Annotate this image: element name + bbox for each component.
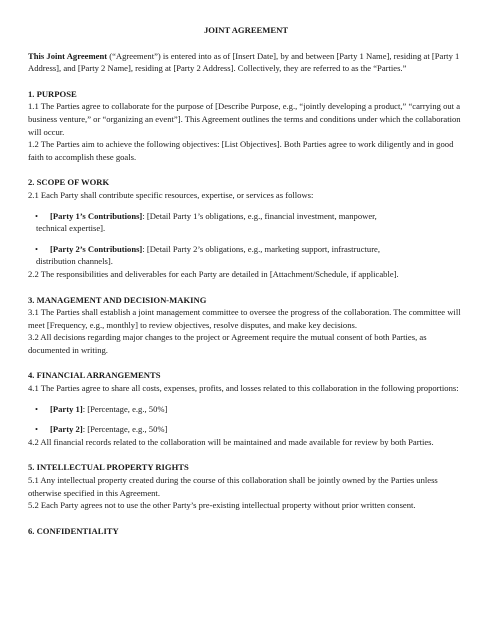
section-4-2: 4.2 All financial records related to the collaboration will be maintained and made available for review by both Parties.: [28, 436, 434, 447]
section-1-heading: 1. PURPOSE: [28, 88, 77, 99]
section-2-1: 2.1 Each Party shall contribute specific resources, expertise, or services as follows:: [28, 189, 314, 200]
section-4-1: 4.1 The Parties agree to share all costs, expenses, profits, and losses related to this collaboration in the following proportions:: [28, 383, 459, 394]
bullet-icon: •: [35, 210, 39, 221]
list-item: [28, 403, 464, 416]
section-1-2: 1.2 The Parties aim to achieve the following objectives: [List Objectives]. Both Parties agree to work diligently and in good faith to accomplish these goals.: [28, 139, 454, 162]
section-2-2: 2.2 The responsibilities and deliverables for each Party are detailed in [Attachment/Schedule, if applicable].: [28, 268, 399, 279]
bullet-label: [Party 2]: [50, 424, 83, 435]
intro-lead: This Joint Agreement: [28, 50, 108, 61]
bullet-label: [Party 1]: [50, 403, 83, 414]
list-item: [28, 210, 464, 235]
section-1-1: 1.1 The Parties agree to collaborate for the purpose of [Describe Purpose, e.g., “jointly developing a product,” “carrying out a business venture,” or “organizing an event”]. This Agreement outlines the terms and conditions under which the collaboration will occur.: [28, 101, 461, 137]
section-2-heading: 2. SCOPE OF WORK: [28, 177, 110, 188]
bullet-text: : [Percentage, e.g., 50%]: [82, 424, 168, 435]
section-5-heading: 5. INTELLECTUAL PROPERTY RIGHTS: [28, 462, 189, 473]
bullet-label: [Party 2’s Contributions]: [50, 243, 143, 254]
document-title: JOINT AGREEMENT: [203, 25, 289, 35]
list-item: [28, 423, 464, 436]
intro-paragraph: [28, 50, 464, 75]
intro-text: (“Agreement”) is entered into as of [Insert Date], by and between [Party 1 Name], residing at [Party 1 Address], and [Party 2 Name], residing at [Party 2 Address]. Collectively, they are referred to as the “Parties.”: [28, 50, 460, 74]
section-3-1: 3.1 The Parties shall establish a joint management committee to oversee the progress of the collaboration. The committee will meet [Frequency, e.g., monthly] to review objectives, resolve disputes, and make key decisions.: [28, 307, 461, 330]
bullet-icon: •: [35, 403, 39, 414]
bullet-text: : [Detail Party 1’s obligations, e.g., financial investment, manpower,: [142, 210, 377, 221]
bullet-text-continued: distribution channels].: [36, 256, 113, 267]
section-4-heading: 4. FINANCIAL ARRANGEMENTS: [28, 370, 161, 381]
bullet-text: : [Percentage, e.g., 50%]: [82, 403, 168, 414]
list-item: [28, 243, 464, 268]
bullet-text-continued: technical expertise].: [36, 223, 106, 234]
bullet-icon: •: [35, 424, 39, 435]
section-6-heading: 6. CONFIDENTIALITY: [28, 525, 119, 536]
section-5-2: 5.2 Each Party agrees not to use the other Party’s pre-existing intellectual property without prior written consent.: [28, 500, 416, 511]
section-3-heading: 3. MANAGEMENT AND DECISION-MAKING: [28, 294, 207, 305]
bullet-icon: •: [35, 243, 39, 254]
bullet-label: [Party 1’s Contributions]: [50, 210, 143, 221]
section-3-2: 3.2 All decisions regarding major changes to the project or Agreement require the mutual consent of both Parties, as documented in writing.: [28, 332, 427, 355]
bullet-text: : [Detail Party 2’s obligations, e.g., marketing support, infrastructure,: [142, 243, 381, 254]
section-5-1: 5.1 Any intellectual property created during the course of this collaboration shall be jointly owned by the Parties unless otherwise specified in this Agreement.: [28, 475, 438, 498]
